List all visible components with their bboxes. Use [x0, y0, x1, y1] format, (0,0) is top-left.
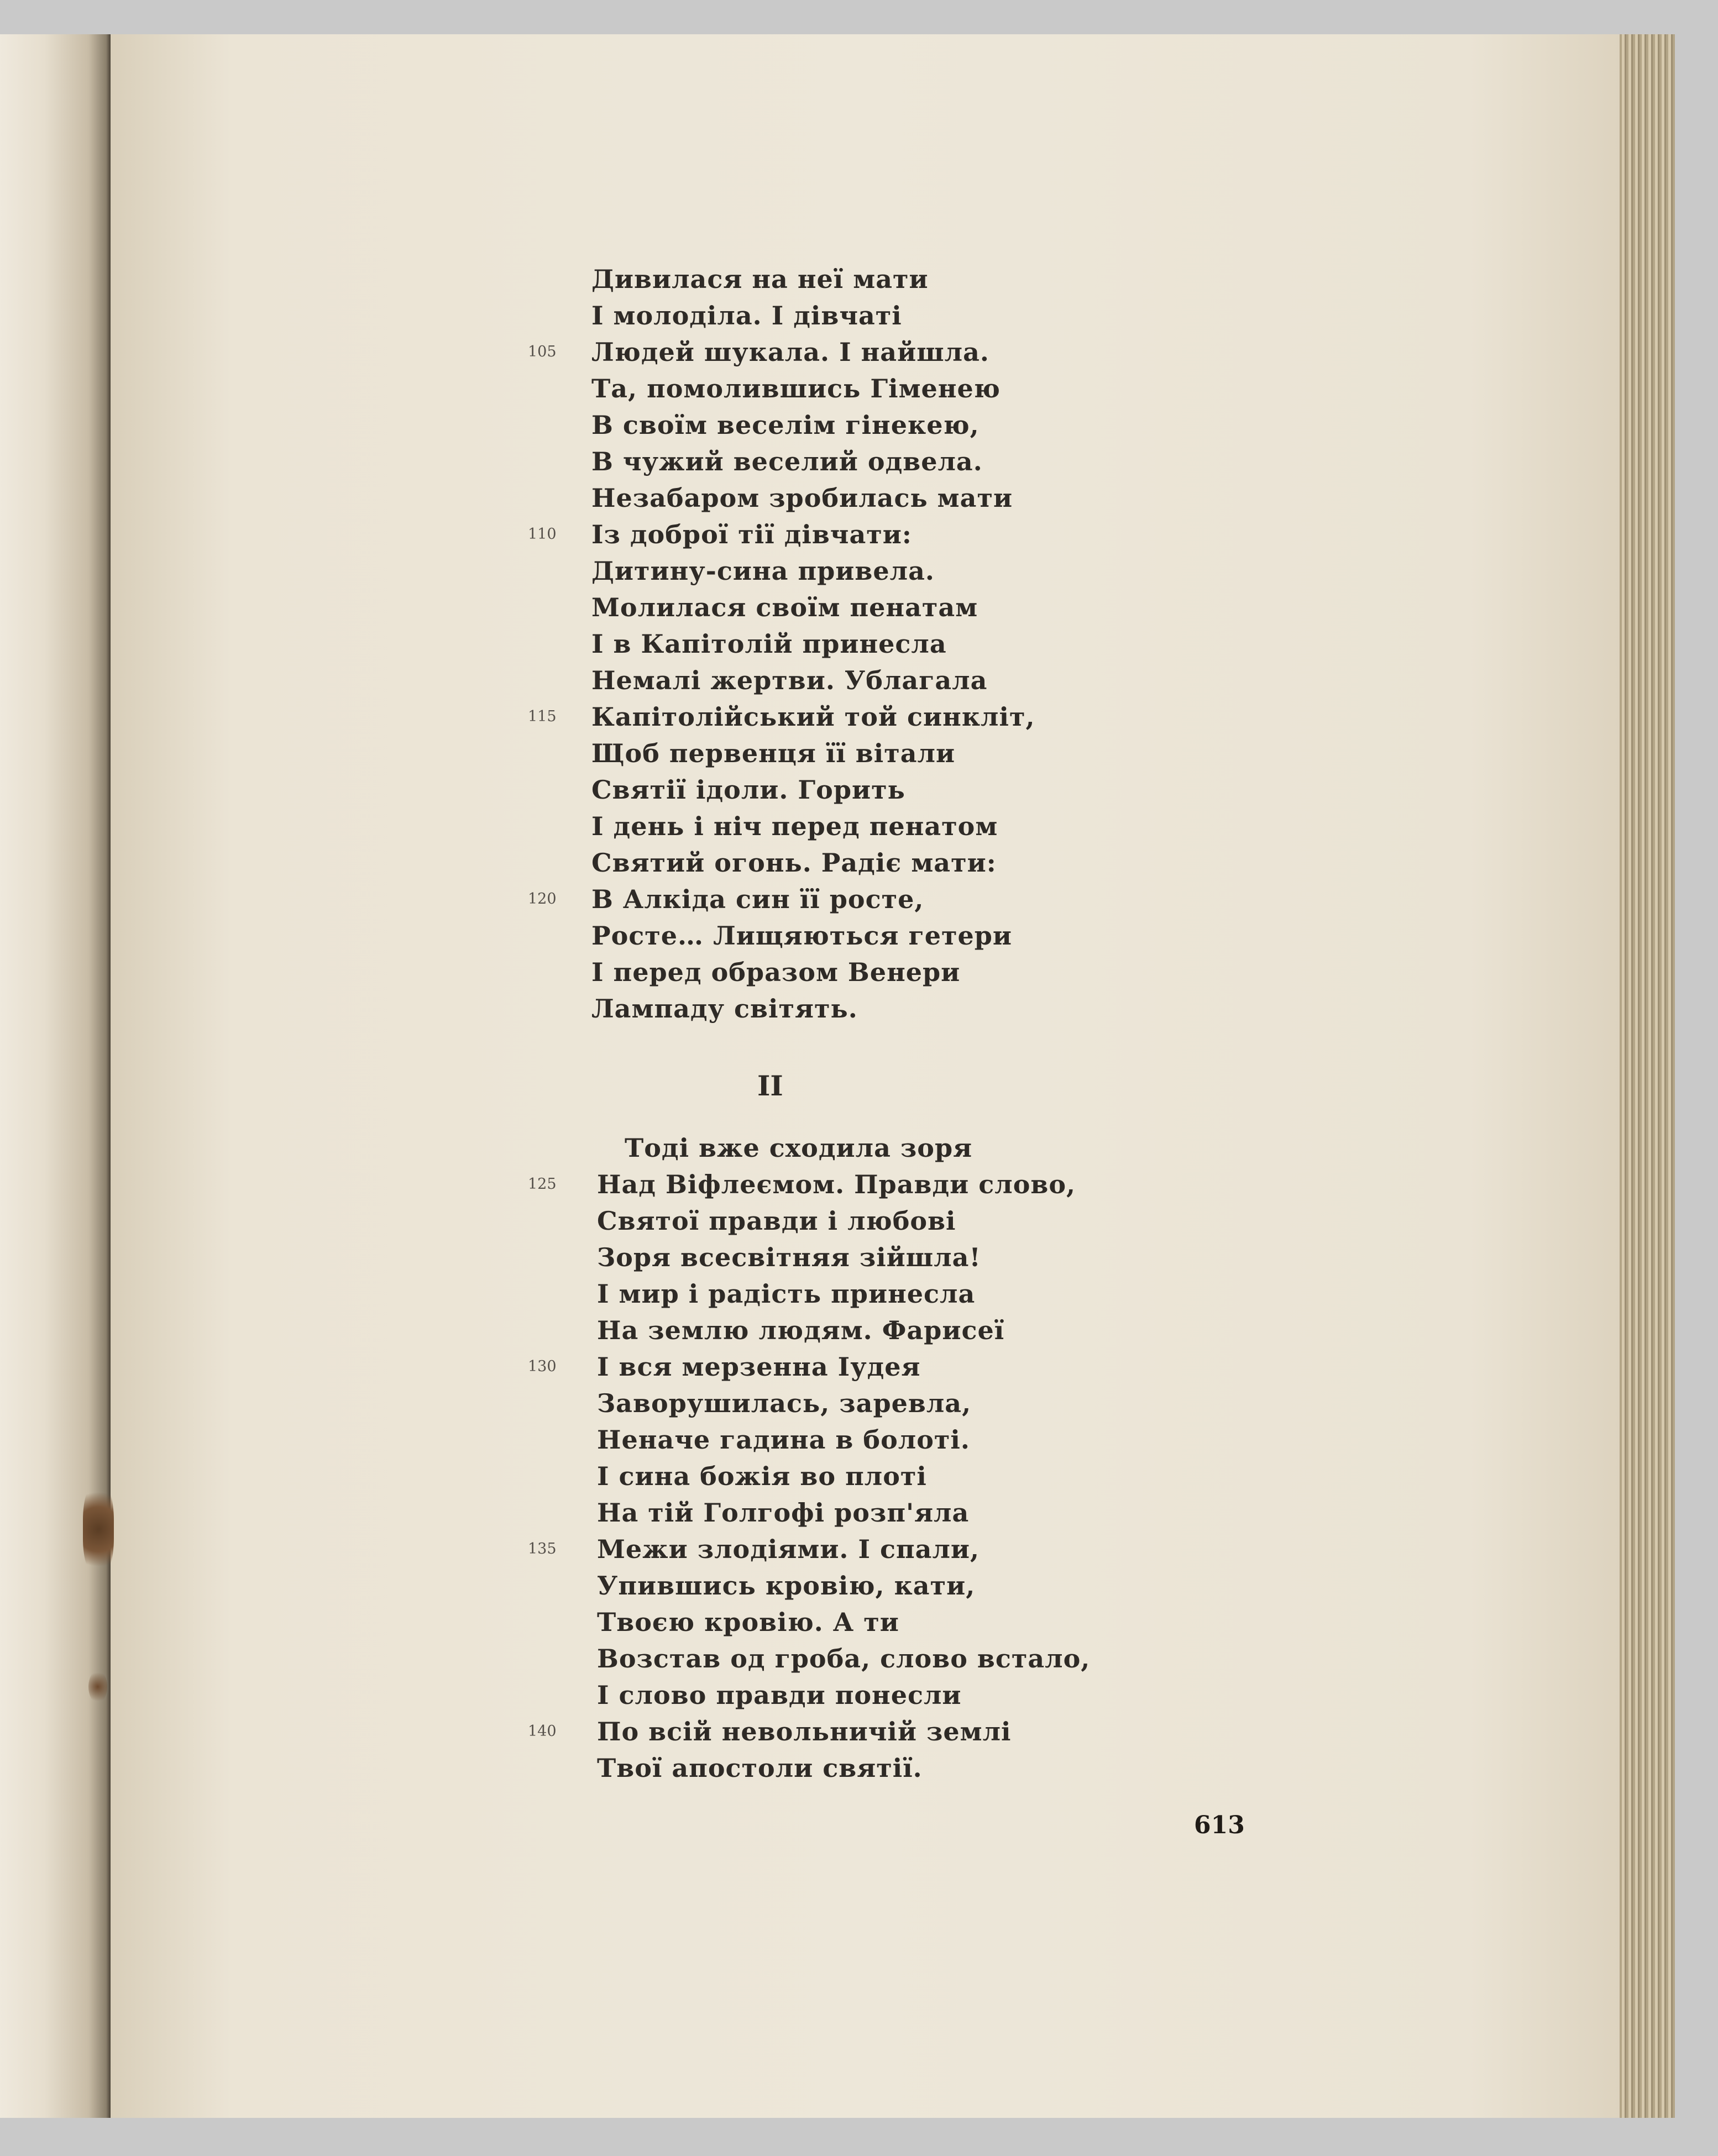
poem-line: Святий огонь. Радіє мати:	[591, 848, 997, 878]
poem-line: Межи злодіями. І спали,	[597, 1534, 980, 1564]
poem-line: Тоді вже сходила зоря	[625, 1133, 973, 1163]
poem-line: Людей шукала. І найшла.	[591, 337, 989, 367]
poem-line: Над Віфлеємом. Правди слово,	[597, 1169, 1076, 1199]
poem-line: Зоря всесвітняя зійшла!	[597, 1242, 981, 1272]
poem-line: І молоділа. І дівчаті	[591, 301, 902, 331]
poem-line: Із доброї тії дівчати:	[591, 520, 912, 549]
poem-line: Твої апостоли святії.	[597, 1753, 923, 1783]
poem-line: Немалі жертви. Ублагала	[591, 665, 988, 695]
poem-line: На тій Голгофі розп'яла	[597, 1498, 970, 1528]
line-number: 140	[528, 1723, 557, 1740]
poem-line: Лампаду світять.	[591, 994, 858, 1024]
line-number: 115	[528, 708, 557, 725]
poem-line: Капітолійський той синкліт,	[591, 702, 1035, 732]
poem-line: І перед образом Венери	[591, 957, 961, 987]
line-number: 130	[528, 1358, 557, 1375]
poem-line: Незабаром зробилась мати	[591, 483, 1013, 513]
poem-line: І вся мерзенна Іудея	[597, 1352, 921, 1382]
poem-line: Молилася своїм пенатам	[591, 592, 978, 622]
poem-line: І сина божія во плоті	[597, 1461, 927, 1491]
poem-line: І в Капітолій принесла	[591, 629, 947, 659]
poem-line: І слово правди понесли	[597, 1680, 962, 1710]
section-heading: II	[757, 1069, 783, 1102]
poem-line: В чужий веселий одвела.	[591, 447, 983, 476]
poem-line: В Алкіда син її росте,	[591, 884, 924, 914]
poem-line: По всій невольничій землі	[597, 1717, 1012, 1746]
line-number: 110	[528, 526, 557, 543]
line-number: 125	[528, 1176, 557, 1193]
poem-line: Щоб первенця її вітали	[591, 738, 956, 768]
poem-line: Святої правди і любові	[597, 1206, 956, 1236]
poem-line: Дивилася на неї мати	[591, 264, 929, 294]
line-number: 105	[528, 343, 557, 360]
poem-line: І мир і радість принесла	[597, 1279, 976, 1309]
poem-line: В своїм веселім гінекею,	[591, 410, 980, 440]
page-number: 613	[1194, 1811, 1245, 1839]
poem-line: Неначе гадина в болоті.	[597, 1425, 970, 1455]
line-number: 120	[528, 890, 557, 907]
line-number: 135	[528, 1540, 557, 1557]
poem-line: І день і ніч перед пенатом	[591, 811, 998, 841]
poem-line: Росте… Лищяються гетери	[591, 921, 1013, 951]
poem-line: Та, помолившись Гіменею	[591, 374, 1001, 403]
poem-line: Дитину-сина привела.	[591, 556, 935, 586]
poem-line: Возстав од гроба, слово встало,	[597, 1644, 1091, 1674]
poem-line: Упившись кровію, кати,	[597, 1571, 976, 1601]
poem-line: На землю людям. Фарисеї	[597, 1315, 1005, 1345]
poem-line: Твоєю кровію. А ти	[597, 1607, 899, 1637]
poem-line: Заворушилась, заревла,	[597, 1388, 972, 1418]
poem-line: Святії ідоли. Горить	[591, 775, 905, 805]
